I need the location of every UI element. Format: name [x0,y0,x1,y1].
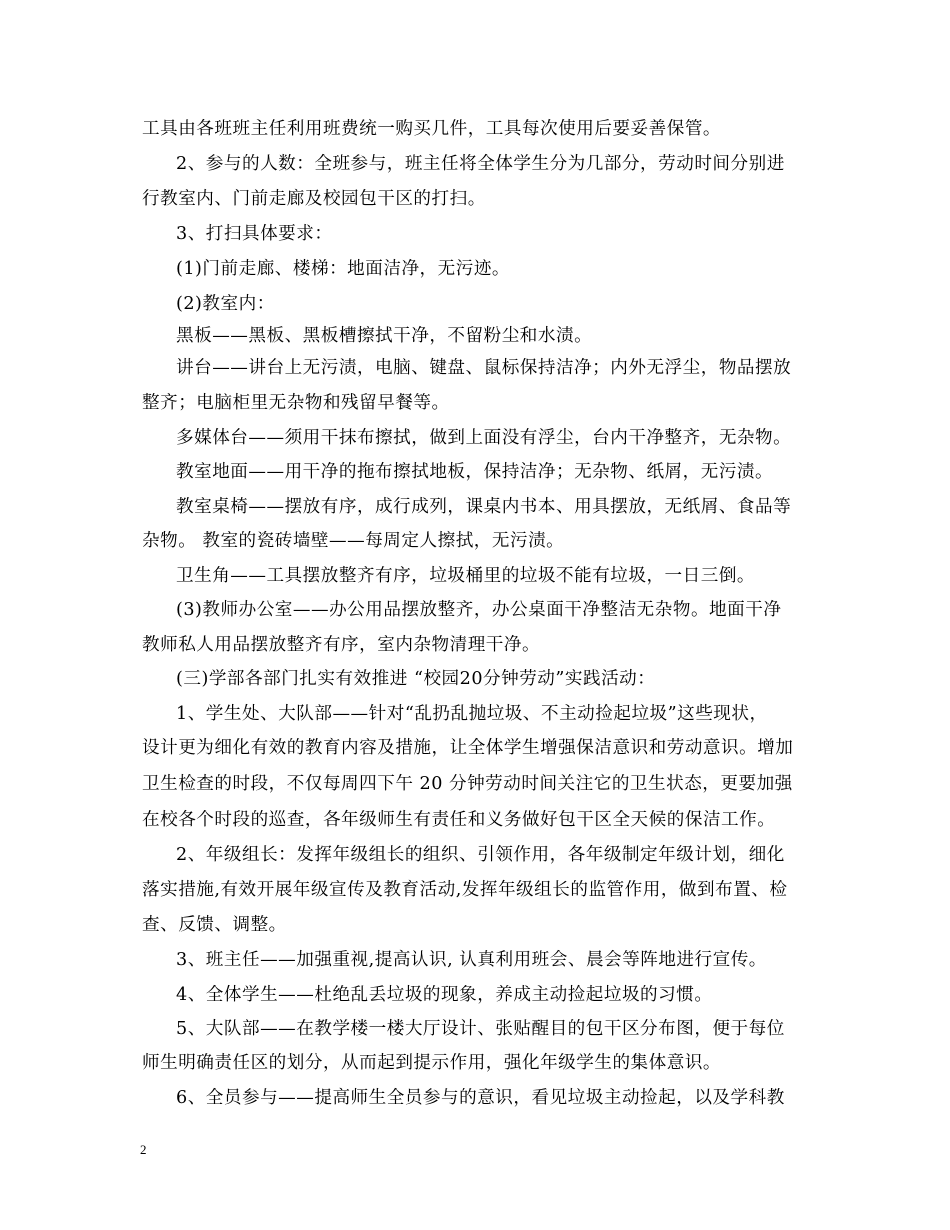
text-line: (2)教室内： [176,294,275,314]
text-line: 多媒体台——须用干抹布擦拭，做到上面没有浮尘，台内干净整齐，无杂物。 [176,428,792,448]
text-line: 卫生检查的时段，不仅每周四下午 20 分钟劳动时间关注它的卫生状态，更要加强 [142,774,793,794]
text-line: (3)教师办公室——办公用品摆放整齐，办公桌面干净整洁无杂物。地面干净 [176,600,782,620]
text-line: 4、全体学生——杜绝乱丢垃圾的现象，养成主动捡起垃圾的习惯。 [176,985,713,1005]
text-line: (1)门前走廊、楼梯：地面洁净，无污迹。 [176,259,511,279]
text-line: 行教室内、门前走廊及校园包干区的打扫。 [142,189,486,209]
text-line: 6、全员参与——提高师生全员参与的意识，看见垃圾主动捡起，以及学科教 [176,1088,785,1108]
text-line: 教室桌椅——摆放有序，成行成列，课桌内书本、用具摆放，无纸屑、食品等 [176,497,792,517]
text-line: 教室地面——用干净的拖布擦拭地板，保持洁净；无杂物、纸屑，无污渍。 [176,462,774,482]
page-number: 2 [140,1142,147,1157]
text-line: 2、参与的人数：全班参与，班主任将全体学生分为几部分，劳动时间分别进 [176,154,785,174]
text-line: 黑板——黑板、黑板槽擦拭干净，不留粉尘和水渍。 [176,326,593,346]
text-line: (三)学部各部门扎实有效推进 “校园20分钟劳动”实践活动： [176,669,656,689]
text-line: 查、反馈、调整。 [142,915,287,935]
text-line: 设计更为细化有效的教育内容及措施，让全体学生增强保洁意识和劳动意识。增加 [142,738,794,758]
text-line: 3、打扫具体要求： [176,224,333,244]
text-line: 师生明确责任区的划分，从而起到提示作用，强化年级学生的集体意识。 [142,1053,722,1073]
text-line: 整齐；电脑柜里无杂物和残留早餐等。 [142,393,450,413]
text-line: 讲台——讲台上无污渍，电脑、键盘、鼠标保持洁净；内外无浮尘，物品摆放 [176,358,792,378]
text-line: 卫生角——工具摆放整齐有序，垃圾桶里的垃圾不能有垃圾，一日三倒。 [176,566,756,586]
text-line: 落实措施,有效开展年级宣传及教育活动,发挥年级组长的监管作用，做到布置、检 [142,880,788,900]
text-line: 5、大队部——在教学楼一楼大厅设计、张贴醒目的包干区分布图，便于每位 [176,1019,785,1039]
text-line: 2、年级组长：发挥年级组长的组织、引领作用，各年级制定年级计划，细化 [176,845,785,865]
text-line: 教师私人用品摆放整齐有序，室内杂物清理干净。 [142,635,541,655]
text-line: 在校各个时段的巡查，各年级师生有责任和义务做好包干区全天候的保洁工作。 [142,810,776,830]
text-line: 工具由各班班主任利用班费统一购买几件，工具每次使用后要妥善保管。 [142,119,722,139]
text-line: 1、学生处、大队部——针对“乱扔乱抛垃圾、不主动捡起垃圾”这些现状， [176,704,768,724]
text-line: 杂物。 教室的瓷砖墙壁——每周定人擦拭，无污渍。 [142,531,565,551]
text-line: 3、班主任——加强重视,提高认识, 认真利用班会、晨会等阵地进行宣传。 [176,950,767,970]
